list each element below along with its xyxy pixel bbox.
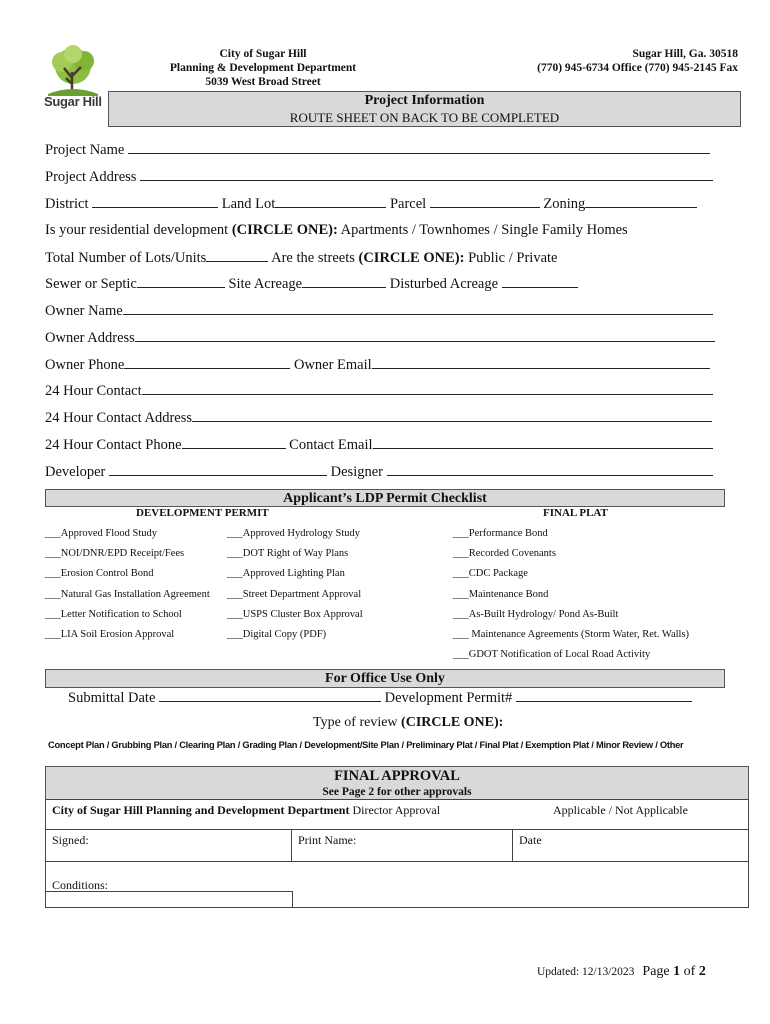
director-approval-row — [45, 799, 749, 830]
project-name-field[interactable] — [128, 141, 710, 154]
district-row — [45, 195, 697, 213]
contact-email-field[interactable] — [373, 436, 713, 449]
parcel-field[interactable] — [430, 195, 540, 208]
project-information-header — [108, 91, 741, 127]
final-plat-item[interactable]: ___GDOT Notification of Local Road Activity — [453, 649, 651, 661]
date-cell[interactable] — [512, 829, 749, 862]
contact-24-phone-field[interactable] — [182, 436, 286, 449]
owner-address-field[interactable] — [135, 329, 715, 342]
contact-24-phone-row — [45, 436, 713, 454]
sewer-label: Sewer or Septic — [45, 276, 137, 292]
final-plat-heading: FINAL PLAT — [543, 507, 608, 519]
city-name: City of Sugar Hill — [219, 48, 307, 60]
lots-row — [45, 249, 557, 267]
developer-row — [45, 463, 713, 481]
total-lots-field[interactable] — [206, 249, 268, 262]
final-approval-subtitle: See Page 2 for other approvals — [322, 786, 472, 798]
director-approval-label: Director Approval — [349, 803, 441, 817]
office-use-header: For Office Use Only — [45, 669, 725, 688]
print-name-cell[interactable] — [291, 829, 513, 862]
district-label: District — [45, 196, 89, 212]
conditions-cell[interactable] — [45, 861, 749, 908]
development-permit-heading: DEVELOPMENT PERMIT — [136, 507, 269, 519]
project-address-row — [45, 168, 713, 186]
circle-one-label: (CIRCLE ONE): — [358, 250, 465, 266]
final-plat-item[interactable]: ___Recorded Covenants — [453, 548, 556, 560]
designer-label: Designer — [330, 464, 383, 480]
disturbed-acreage-field[interactable] — [502, 275, 578, 288]
signed-label: Signed: — [52, 833, 89, 847]
dev-permit-item[interactable]: ___Approved Hydrology Study — [227, 528, 360, 539]
street-address: 5039 West Broad Street — [205, 76, 321, 88]
disturbed-acreage-label: Disturbed Acreage — [389, 276, 499, 292]
dev-permit-item[interactable]: ___Approved Flood Study — [45, 528, 158, 539]
project-address-label: Project Address — [45, 169, 137, 185]
zoning-label: Zoning — [543, 196, 586, 212]
development-permit-field[interactable] — [516, 689, 692, 702]
dev-permit-item[interactable]: ___Letter Notification to School — [45, 608, 182, 620]
checklist-header: Applicant’s LDP Permit Checklist — [45, 489, 725, 507]
residential-row — [45, 222, 628, 239]
development-permit-label: Development Permit# — [384, 690, 513, 706]
contact-email-label: Contact Email — [289, 437, 373, 453]
land-lot-field[interactable] — [275, 195, 386, 208]
page-total: 2 — [698, 964, 706, 979]
review-type-row — [313, 715, 503, 731]
sugar-hill-logo — [44, 44, 102, 112]
logo-text: Sugar Hill — [44, 94, 102, 109]
project-name-row — [45, 141, 710, 159]
zoning-field[interactable] — [585, 195, 697, 208]
streets-options[interactable]: Public / Private — [464, 250, 558, 266]
sewer-row — [45, 275, 578, 293]
footer — [537, 962, 706, 980]
project-name-label: Project Name — [45, 142, 125, 158]
page-of: of — [680, 964, 699, 979]
section-title: Project Information — [364, 93, 485, 108]
city-state-zip: Sugar Hill, Ga. 30518 — [632, 48, 738, 60]
owner-name-row — [45, 302, 713, 320]
contact-24-label: 24 Hour Contact — [45, 383, 142, 399]
dev-permit-item[interactable]: ___NOI/DNR/EPD Receipt/Fees — [45, 548, 185, 560]
district-field[interactable] — [92, 195, 218, 208]
developer-label: Developer — [45, 464, 106, 480]
owner-phone-row — [45, 356, 710, 374]
parcel-label: Parcel — [389, 196, 427, 212]
owner-phone-field[interactable] — [124, 356, 290, 369]
residential-question: Is your residential development — [45, 222, 232, 238]
land-lot-label: Land Lot — [221, 196, 276, 212]
streets-question: Are the streets — [268, 250, 359, 266]
dev-permit-item[interactable]: ___Erosion Control Bond — [45, 568, 154, 580]
final-approval-title: FINAL APPROVAL — [334, 768, 460, 784]
contact-24-phone-label: 24 Hour Contact Phone — [45, 437, 182, 453]
sewer-field[interactable] — [137, 275, 225, 288]
contact-24-address-field[interactable] — [192, 409, 712, 422]
signed-cell[interactable] — [45, 829, 292, 862]
owner-name-label: Owner Name — [45, 303, 123, 319]
conditions-divider-vertical — [292, 891, 293, 908]
dev-permit-item[interactable]: ___Approved Lighting Plan — [227, 568, 345, 580]
dev-permit-item[interactable]: ___Natural Gas Installation Agreement — [45, 588, 210, 600]
owner-email-label: Owner Email — [293, 357, 372, 373]
section-subtitle: ROUTE SHEET ON BACK TO BE COMPLETED — [289, 110, 560, 125]
final-plat-item[interactable]: ___ Maintenance Agreements (Storm Water, Ret. Walls) — [453, 629, 690, 640]
dev-permit-item[interactable]: ___DOT Right of Way Plans — [227, 548, 349, 560]
residential-options[interactable]: Apartments / Townhomes / Single Family Homes — [337, 222, 628, 238]
owner-email-field[interactable] — [372, 356, 710, 369]
department-address — [150, 47, 376, 89]
phone-fax: (770) 945-6734 Office (770) 945-2145 Fax — [537, 62, 738, 74]
page-number — [642, 964, 705, 979]
final-plat-item[interactable]: ___Performance Bond — [453, 528, 548, 539]
dev-permit-item[interactable]: ___Digital Copy (PDF) — [227, 629, 327, 640]
final-plat-item[interactable]: ___As-Built Hydrology/ Pond As-Built — [453, 608, 619, 620]
page-label: Page — [642, 964, 674, 979]
final-approval-header — [45, 766, 749, 800]
submittal-row — [68, 689, 692, 707]
department-name: Planning & Development Department — [169, 62, 357, 74]
contact-info — [488, 47, 738, 75]
circle-one-label: (CIRCLE ONE): — [231, 222, 338, 238]
owner-address-label: Owner Address — [45, 330, 135, 346]
date-label: Date — [519, 833, 542, 847]
contact-24-address-row — [45, 409, 712, 427]
owner-name-field[interactable] — [123, 302, 713, 315]
review-types[interactable]: Concept Plan / Grubbing Plan / Clearing Plan / Grading Plan / Development/Site Plan / Preliminary Plat / Final Plat / Exemption Plat / Minor Review / Other — [48, 740, 684, 750]
final-plat-item[interactable]: ___Maintenance Bond — [453, 588, 549, 600]
site-acreage-label: Site Acreage — [228, 276, 303, 292]
dev-permit-item[interactable]: ___USPS Cluster Box Approval — [227, 608, 363, 620]
submittal-date-label: Submittal Date — [68, 690, 156, 706]
page-current: 1 — [673, 964, 681, 979]
dev-permit-item[interactable]: ___LIA Soil Erosion Approval — [45, 629, 175, 640]
circle-one-label: (CIRCLE ONE): — [401, 715, 504, 730]
conditions-divider — [46, 891, 292, 892]
department-name-bold: City of Sugar Hill Planning and Development Department — [52, 803, 350, 817]
final-plat-item[interactable]: ___CDC Package — [453, 568, 528, 580]
contact-24-address-label: 24 Hour Contact Address — [45, 410, 192, 426]
dev-permit-item[interactable]: ___Street Department Approval — [227, 588, 362, 600]
applicable-options[interactable]: Applicable / Not Applicable — [553, 803, 688, 817]
contact-24-row — [45, 382, 713, 400]
review-type-label: Type of review — [313, 715, 402, 730]
updated-date: Updated: 12/13/2023 — [537, 966, 635, 978]
contact-24-field[interactable] — [142, 382, 713, 395]
conditions-label: Conditions: — [52, 878, 109, 892]
owner-phone-label: Owner Phone — [45, 357, 125, 373]
print-name-label: Print Name: — [298, 833, 357, 847]
submittal-date-field[interactable] — [159, 689, 381, 702]
owner-address-row — [45, 329, 715, 347]
designer-field[interactable] — [387, 463, 713, 476]
developer-field[interactable] — [109, 463, 327, 476]
project-address-field[interactable] — [140, 168, 713, 181]
total-lots-label: Total Number of Lots/Units — [45, 250, 207, 266]
site-acreage-field[interactable] — [302, 275, 386, 288]
